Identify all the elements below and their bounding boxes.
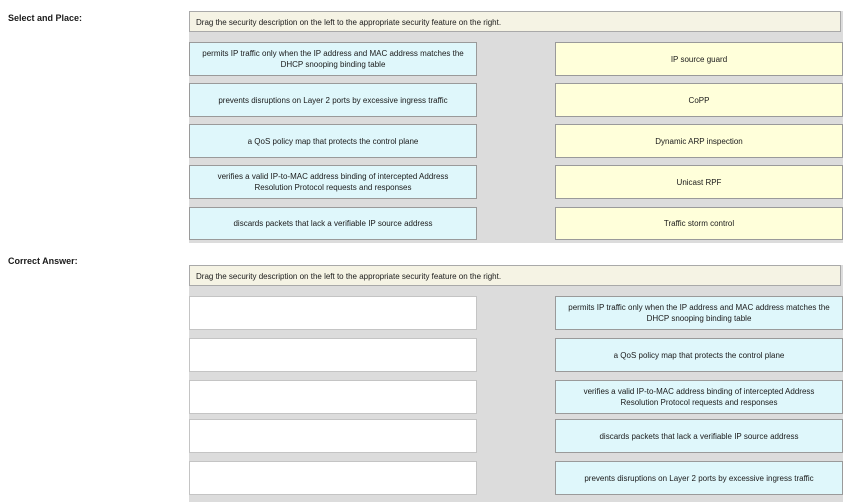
select-instruction: Drag the security description on the left to the appropriate security feature on the right.: [189, 11, 841, 32]
placed-description[interactable]: discards packets that lack a verifiable IP source address: [555, 419, 843, 453]
feature-target[interactable]: Dynamic ARP inspection: [555, 124, 843, 158]
description-item[interactable]: permits IP traffic only when the IP address and MAC address matches the DHCP snooping binding table: [189, 42, 477, 76]
answer-instruction: Drag the security description on the left to the appropriate security feature on the right.: [189, 265, 841, 286]
placed-description[interactable]: a QoS policy map that protects the control plane: [555, 338, 843, 372]
empty-slot: [189, 461, 477, 495]
empty-slot: [189, 296, 477, 330]
feature-target[interactable]: IP source guard: [555, 42, 843, 76]
select-panel: [189, 11, 843, 243]
feature-target[interactable]: Traffic storm control: [555, 207, 843, 240]
empty-slot: [189, 380, 477, 414]
feature-target[interactable]: CoPP: [555, 83, 843, 117]
answer-panel: [189, 265, 843, 502]
feature-target[interactable]: Unicast RPF: [555, 165, 843, 199]
empty-slot: [189, 419, 477, 453]
description-item[interactable]: discards packets that lack a verifiable IP source address: [189, 207, 477, 240]
description-item[interactable]: prevents disruptions on Layer 2 ports by excessive ingress traffic: [189, 83, 477, 117]
description-item[interactable]: verifies a valid IP-to-MAC address binding of intercepted Address Resolution Protocol requests and responses: [189, 165, 477, 199]
placed-description[interactable]: permits IP traffic only when the IP address and MAC address matches the DHCP snooping binding table: [555, 296, 843, 330]
empty-slot: [189, 338, 477, 372]
correct-answer-label: Correct Answer:: [8, 256, 78, 266]
placed-description[interactable]: verifies a valid IP-to-MAC address binding of intercepted Address Resolution Protocol requests and responses: [555, 380, 843, 414]
description-item[interactable]: a QoS policy map that protects the control plane: [189, 124, 477, 158]
placed-description[interactable]: prevents disruptions on Layer 2 ports by excessive ingress traffic: [555, 461, 843, 495]
select-and-place-label: Select and Place:: [8, 13, 83, 23]
